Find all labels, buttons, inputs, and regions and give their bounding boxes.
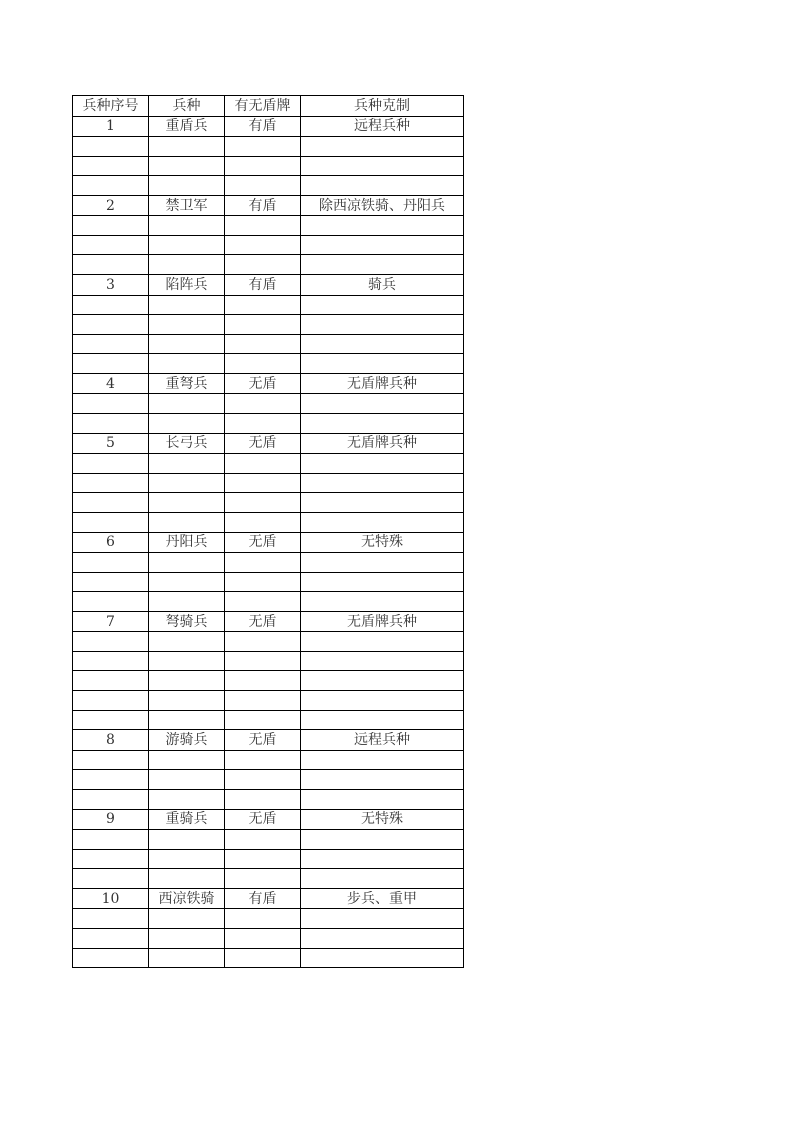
empty-cell[interactable] xyxy=(149,473,225,493)
empty-cell[interactable] xyxy=(301,156,464,176)
empty-cell[interactable] xyxy=(73,869,149,889)
blank-row xyxy=(73,493,464,513)
empty-cell[interactable] xyxy=(301,334,464,354)
table-row xyxy=(73,373,464,394)
empty-cell[interactable] xyxy=(73,830,149,850)
cell-id[interactable]: 6 xyxy=(73,532,149,553)
empty-cell[interactable] xyxy=(73,315,149,335)
empty-cell[interactable] xyxy=(149,789,225,809)
empty-cell[interactable] xyxy=(301,789,464,809)
empty-cell[interactable] xyxy=(225,869,301,889)
empty-cell[interactable] xyxy=(301,750,464,770)
blank-row xyxy=(73,710,464,730)
empty-cell[interactable] xyxy=(301,255,464,275)
empty-cell[interactable] xyxy=(225,176,301,196)
blank-row xyxy=(73,137,464,157)
blank-row xyxy=(73,473,464,493)
empty-cell[interactable] xyxy=(301,691,464,711)
cell-shield[interactable]: 无盾 xyxy=(225,809,301,830)
blank-row xyxy=(73,414,464,434)
cell-shield[interactable]: 有盾 xyxy=(225,275,301,296)
cell-counter[interactable]: 步兵、重甲 xyxy=(301,888,464,909)
empty-cell[interactable] xyxy=(225,710,301,730)
empty-cell[interactable] xyxy=(73,572,149,592)
empty-cell[interactable] xyxy=(225,334,301,354)
cell-counter[interactable]: 无盾牌兵种 xyxy=(301,433,464,454)
cell-shield[interactable]: 无盾 xyxy=(225,433,301,454)
empty-cell[interactable] xyxy=(149,710,225,730)
blank-row xyxy=(73,948,464,968)
empty-cell[interactable] xyxy=(225,671,301,691)
empty-cell[interactable] xyxy=(301,354,464,374)
empty-cell[interactable] xyxy=(149,137,225,157)
empty-cell[interactable] xyxy=(73,909,149,929)
empty-cell[interactable] xyxy=(149,830,225,850)
cell-unit[interactable]: 陷阵兵 xyxy=(149,275,225,296)
blank-row xyxy=(73,770,464,790)
cell-id[interactable]: 3 xyxy=(73,275,149,296)
blank-row xyxy=(73,216,464,236)
table-row xyxy=(73,532,464,553)
empty-cell[interactable] xyxy=(301,770,464,790)
blank-row xyxy=(73,156,464,176)
empty-cell[interactable] xyxy=(149,909,225,929)
empty-cell[interactable] xyxy=(73,710,149,730)
cell-counter[interactable]: 骑兵 xyxy=(301,275,464,296)
cell-counter[interactable]: 除西凉铁骑、丹阳兵 xyxy=(301,195,464,216)
empty-cell[interactable] xyxy=(149,691,225,711)
empty-cell[interactable] xyxy=(149,454,225,474)
cell-unit[interactable]: 长弓兵 xyxy=(149,433,225,454)
empty-cell[interactable] xyxy=(225,295,301,315)
blank-row xyxy=(73,315,464,335)
empty-cell[interactable] xyxy=(225,512,301,532)
empty-cell[interactable] xyxy=(149,671,225,691)
empty-cell[interactable] xyxy=(149,553,225,573)
empty-cell[interactable] xyxy=(225,651,301,671)
empty-cell[interactable] xyxy=(149,651,225,671)
table-body xyxy=(73,116,464,968)
empty-cell[interactable] xyxy=(225,394,301,414)
cell-unit[interactable]: 丹阳兵 xyxy=(149,532,225,553)
cell-counter[interactable]: 无盾牌兵种 xyxy=(301,611,464,632)
empty-cell[interactable] xyxy=(225,789,301,809)
empty-cell[interactable] xyxy=(73,592,149,612)
cell-unit[interactable]: 弩骑兵 xyxy=(149,611,225,632)
blank-row xyxy=(73,354,464,374)
header-row xyxy=(73,96,464,117)
empty-cell[interactable] xyxy=(73,512,149,532)
blank-row xyxy=(73,334,464,354)
empty-cell[interactable] xyxy=(73,770,149,790)
empty-cell[interactable] xyxy=(73,651,149,671)
empty-cell[interactable] xyxy=(149,512,225,532)
empty-cell[interactable] xyxy=(73,948,149,968)
cell-id[interactable]: 2 xyxy=(73,195,149,216)
empty-cell[interactable] xyxy=(73,295,149,315)
empty-cell[interactable] xyxy=(225,928,301,948)
empty-cell[interactable] xyxy=(225,830,301,850)
table-row xyxy=(73,275,464,296)
blank-row xyxy=(73,671,464,691)
empty-cell[interactable] xyxy=(301,315,464,335)
empty-cell[interactable] xyxy=(225,315,301,335)
blank-row xyxy=(73,632,464,652)
cell-shield[interactable]: 有盾 xyxy=(225,195,301,216)
empty-cell[interactable] xyxy=(149,156,225,176)
table-row xyxy=(73,611,464,632)
empty-cell[interactable] xyxy=(301,710,464,730)
empty-cell[interactable] xyxy=(73,493,149,513)
empty-cell[interactable] xyxy=(149,572,225,592)
cell-id[interactable]: 5 xyxy=(73,433,149,454)
empty-cell[interactable] xyxy=(225,849,301,869)
cell-unit[interactable]: 重弩兵 xyxy=(149,373,225,394)
blank-row xyxy=(73,572,464,592)
cell-shield[interactable]: 无盾 xyxy=(225,611,301,632)
empty-cell[interactable] xyxy=(301,137,464,157)
table-row xyxy=(73,116,464,137)
empty-cell[interactable] xyxy=(149,750,225,770)
cell-counter[interactable]: 无特殊 xyxy=(301,809,464,830)
empty-cell[interactable] xyxy=(301,592,464,612)
empty-cell[interactable] xyxy=(149,948,225,968)
empty-cell[interactable] xyxy=(225,553,301,573)
cell-id[interactable]: 4 xyxy=(73,373,149,394)
empty-cell[interactable] xyxy=(301,651,464,671)
empty-cell[interactable] xyxy=(225,473,301,493)
blank-row xyxy=(73,295,464,315)
blank-row xyxy=(73,176,464,196)
empty-cell[interactable] xyxy=(301,909,464,929)
empty-cell[interactable] xyxy=(73,176,149,196)
empty-cell[interactable] xyxy=(225,235,301,255)
blank-row xyxy=(73,512,464,532)
empty-cell[interactable] xyxy=(149,315,225,335)
empty-cell[interactable] xyxy=(301,493,464,513)
empty-cell[interactable] xyxy=(149,176,225,196)
blank-row xyxy=(73,869,464,889)
table-row xyxy=(73,195,464,216)
cell-shield[interactable]: 无盾 xyxy=(225,373,301,394)
empty-cell[interactable] xyxy=(301,869,464,889)
cell-unit[interactable]: 游骑兵 xyxy=(149,730,225,751)
blank-row xyxy=(73,592,464,612)
cell-counter[interactable]: 远程兵种 xyxy=(301,730,464,751)
blank-row xyxy=(73,849,464,869)
empty-cell[interactable] xyxy=(225,909,301,929)
blank-row xyxy=(73,928,464,948)
empty-cell[interactable] xyxy=(225,354,301,374)
empty-cell[interactable] xyxy=(149,592,225,612)
table-row xyxy=(73,888,464,909)
cell-id[interactable]: 1 xyxy=(73,116,149,137)
cell-shield[interactable]: 无盾 xyxy=(225,730,301,751)
empty-cell[interactable] xyxy=(301,830,464,850)
empty-cell[interactable] xyxy=(301,671,464,691)
empty-cell[interactable] xyxy=(225,216,301,236)
empty-cell[interactable] xyxy=(225,454,301,474)
empty-cell[interactable] xyxy=(225,592,301,612)
cell-unit[interactable]: 重骑兵 xyxy=(149,809,225,830)
empty-cell[interactable] xyxy=(73,473,149,493)
empty-cell[interactable] xyxy=(301,512,464,532)
empty-cell[interactable] xyxy=(73,414,149,434)
header-cell-counter[interactable]: 兵种克制 xyxy=(301,96,464,117)
empty-cell[interactable] xyxy=(149,770,225,790)
empty-cell[interactable] xyxy=(149,414,225,434)
empty-cell[interactable] xyxy=(73,849,149,869)
unit-counter-sheet xyxy=(72,95,463,968)
empty-cell[interactable] xyxy=(149,216,225,236)
empty-cell[interactable] xyxy=(225,255,301,275)
empty-cell[interactable] xyxy=(73,632,149,652)
blank-row xyxy=(73,909,464,929)
empty-cell[interactable] xyxy=(301,928,464,948)
empty-cell[interactable] xyxy=(73,750,149,770)
empty-cell[interactable] xyxy=(73,137,149,157)
empty-cell[interactable] xyxy=(149,394,225,414)
blank-row xyxy=(73,830,464,850)
empty-cell[interactable] xyxy=(301,553,464,573)
empty-cell[interactable] xyxy=(225,156,301,176)
blank-row xyxy=(73,255,464,275)
empty-cell[interactable] xyxy=(73,216,149,236)
empty-cell[interactable] xyxy=(73,671,149,691)
empty-cell[interactable] xyxy=(225,750,301,770)
empty-cell[interactable] xyxy=(301,849,464,869)
empty-cell[interactable] xyxy=(73,255,149,275)
empty-cell[interactable] xyxy=(149,928,225,948)
empty-cell[interactable] xyxy=(225,948,301,968)
cell-shield[interactable]: 有盾 xyxy=(225,116,301,137)
cell-counter[interactable]: 无特殊 xyxy=(301,532,464,553)
empty-cell[interactable] xyxy=(73,928,149,948)
empty-cell[interactable] xyxy=(73,334,149,354)
cell-counter[interactable]: 无盾牌兵种 xyxy=(301,373,464,394)
empty-cell[interactable] xyxy=(301,632,464,652)
empty-cell[interactable] xyxy=(225,572,301,592)
empty-cell[interactable] xyxy=(301,572,464,592)
cell-id[interactable]: 10 xyxy=(73,888,149,909)
empty-cell[interactable] xyxy=(73,394,149,414)
empty-cell[interactable] xyxy=(301,176,464,196)
empty-cell[interactable] xyxy=(73,553,149,573)
table-row xyxy=(73,730,464,751)
blank-row xyxy=(73,553,464,573)
blank-row xyxy=(73,691,464,711)
empty-cell[interactable] xyxy=(225,770,301,790)
header-cell-id[interactable]: 兵种序号 xyxy=(73,96,149,117)
blank-row xyxy=(73,394,464,414)
empty-cell[interactable] xyxy=(73,156,149,176)
empty-cell[interactable] xyxy=(301,454,464,474)
empty-cell[interactable] xyxy=(301,235,464,255)
blank-row xyxy=(73,651,464,671)
cell-shield[interactable]: 无盾 xyxy=(225,532,301,553)
cell-unit[interactable]: 重盾兵 xyxy=(149,116,225,137)
empty-cell[interactable] xyxy=(149,235,225,255)
empty-cell[interactable] xyxy=(225,493,301,513)
empty-cell[interactable] xyxy=(301,216,464,236)
empty-cell[interactable] xyxy=(149,295,225,315)
cell-unit[interactable]: 禁卫军 xyxy=(149,195,225,216)
empty-cell[interactable] xyxy=(225,632,301,652)
empty-cell[interactable] xyxy=(225,137,301,157)
empty-cell[interactable] xyxy=(149,354,225,374)
blank-row xyxy=(73,750,464,770)
empty-cell[interactable] xyxy=(301,414,464,434)
empty-cell[interactable] xyxy=(73,789,149,809)
empty-cell[interactable] xyxy=(301,948,464,968)
cell-id[interactable]: 7 xyxy=(73,611,149,632)
empty-cell[interactable] xyxy=(301,295,464,315)
empty-cell[interactable] xyxy=(73,691,149,711)
empty-cell[interactable] xyxy=(301,473,464,493)
header-cell-shield[interactable]: 有无盾牌 xyxy=(225,96,301,117)
empty-cell[interactable] xyxy=(149,255,225,275)
empty-cell[interactable] xyxy=(149,493,225,513)
empty-cell[interactable] xyxy=(73,354,149,374)
table-row xyxy=(73,809,464,830)
cell-unit[interactable]: 西凉铁骑 xyxy=(149,888,225,909)
cell-counter[interactable]: 远程兵种 xyxy=(301,116,464,137)
cell-shield[interactable]: 有盾 xyxy=(225,888,301,909)
empty-cell[interactable] xyxy=(149,632,225,652)
empty-cell[interactable] xyxy=(73,454,149,474)
empty-cell[interactable] xyxy=(149,869,225,889)
table-row xyxy=(73,433,464,454)
empty-cell[interactable] xyxy=(73,235,149,255)
unit-counter-table xyxy=(72,95,464,968)
cell-id[interactable]: 9 xyxy=(73,809,149,830)
empty-cell[interactable] xyxy=(225,691,301,711)
blank-row xyxy=(73,235,464,255)
empty-cell[interactable] xyxy=(149,849,225,869)
empty-cell[interactable] xyxy=(225,414,301,434)
blank-row xyxy=(73,454,464,474)
empty-cell[interactable] xyxy=(149,334,225,354)
cell-id[interactable]: 8 xyxy=(73,730,149,751)
blank-row xyxy=(73,789,464,809)
empty-cell[interactable] xyxy=(301,394,464,414)
header-cell-unit[interactable]: 兵种 xyxy=(149,96,225,117)
